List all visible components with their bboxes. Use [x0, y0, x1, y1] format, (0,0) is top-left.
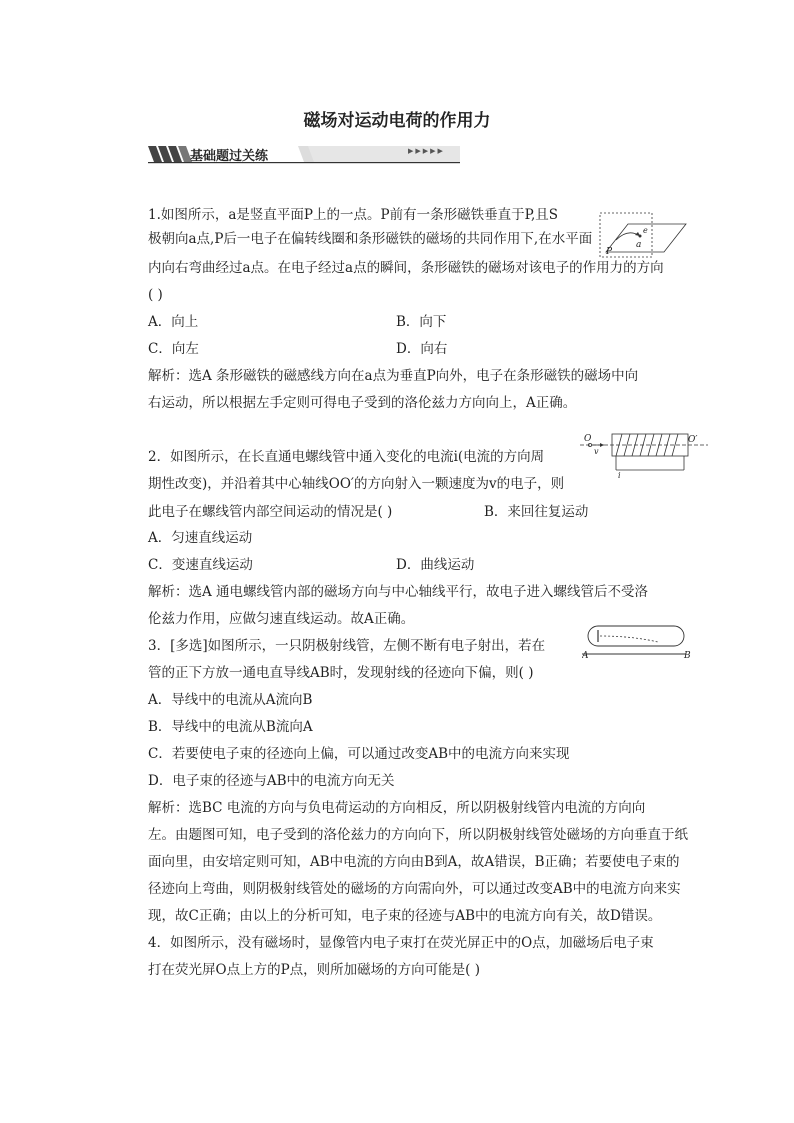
q1-label-e: e — [643, 226, 648, 235]
q3-line-1: 3．[多选]如图所示，一只阴极射线管，左侧不断有电子射出，若在 — [148, 638, 546, 654]
q3-option-b: B．导线中的电流从B流向A — [148, 719, 313, 735]
q2-label-o-prime: O′ — [688, 435, 698, 445]
q4-line-1: 4．如图所示，没有磁场时，显像管内电子束打在荧光屏正中的O点，加磁场后电子束 — [148, 935, 654, 951]
q3-label-a: A — [582, 651, 589, 658]
q2-analysis-1: 解析：选A 通电螺线管内部的磁场方向与中心轴线平行，故电子进入螺线管后不受洛 — [148, 584, 649, 600]
q2-option-d: D．曲线运动 — [396, 557, 475, 573]
q2-option-a: A．匀速直线运动 — [148, 530, 253, 546]
q1-label-p: P — [606, 247, 613, 257]
q2-option-c: C．变速直线运动 — [148, 557, 253, 573]
q2-label-v: v — [594, 447, 599, 456]
q3-analysis-1: 解析：选BC 电流的方向与负电荷运动的方向相反，所以阴极射线管内电流的方向向 — [148, 800, 646, 816]
q3-label-b: B — [684, 651, 691, 658]
q3-figure-cathode-ray-tube — [582, 624, 692, 658]
section-banner — [148, 144, 460, 164]
banner-arrows-icon: ▶▶▶▶▶ — [408, 147, 445, 155]
q2-line-1: 2．如图所示，在长直通电螺线管中通入变化的电流i(电流的方向周 — [148, 449, 545, 465]
q1-analysis-2: 右运动，所以根据左手定则可得电子受到的洛伦兹力方向向上，A正确。 — [148, 395, 577, 411]
q1-option-b: B．向下 — [396, 314, 447, 330]
q2-figure-solenoid — [580, 430, 710, 480]
q2-line-3: 此电子在螺线管内部空间运动的情况是( ) — [148, 504, 393, 520]
section-title: 基础题过关练 — [190, 149, 269, 164]
q3-option-c: C．若要使电子束的径迹向上偏，可以通过改变AB中的电流方向来实现 — [148, 746, 570, 762]
q2-label-i: i — [618, 471, 621, 480]
q3-line-2: 管的正下方放一通电直导线AB时，发现射线的径迹向下偏，则( ) — [148, 665, 534, 681]
q3-option-a: A．导线中的电流从A流向B — [148, 692, 313, 708]
q1-option-c: C．向左 — [148, 341, 199, 357]
q1-option-d: D．向右 — [396, 341, 448, 357]
q1-option-a: A．向上 — [148, 314, 199, 330]
q1-line-1: 1.如图所示，a是竖直平面P上的一点。P前有一条形磁铁垂直于P,且S — [148, 207, 558, 223]
q1-analysis-1: 解析：选A 条形磁铁的磁感线方向在a点为垂直P向外，电子在条形磁铁的磁场中向 — [148, 368, 639, 384]
page-title: 磁场对运动电荷的作用力 — [303, 111, 491, 131]
q3-analysis-3: 面向里，由安培定则可知，AB中电流的方向由B到A，故A错误，B正确；若要使电子束的 — [148, 854, 680, 870]
q2-option-b: B．来回往复运动 — [484, 504, 589, 520]
q1-label-a: a — [636, 240, 642, 250]
q4-line-2: 打在荧光屏O点上方的P点，则所加磁场的方向可能是( ) — [148, 962, 480, 978]
q1-figure-magnet — [598, 210, 690, 260]
q1-line-3: 内向右弯曲经过a点。在电子经过a点的瞬间，条形磁铁的磁场对该电子的作用力的方向 — [148, 260, 664, 276]
q1-line-4: ( ) — [148, 287, 163, 303]
q2-label-o: O — [584, 434, 592, 444]
q1-line-2: 极朝向a点,P后一电子在偏转线圈和条形磁铁的磁场的共同作用下,在水平面 — [148, 231, 593, 247]
q3-analysis-4: 径迹向上弯曲，则阴极射线管处的磁场的方向需向外，可以通过改变AB中的电流方向来实 — [148, 881, 681, 897]
q3-analysis-2: 左。由题图可知，电子受到的洛伦兹力的方向向下，所以阴极射线管处磁场的方向垂直于纸 — [148, 827, 688, 843]
q2-analysis-2: 伦兹力作用，应做匀速直线运动。故A正确。 — [148, 611, 415, 627]
q2-line-2: 期性改变)，并沿着其中心轴线OO′的方向射入一颗速度为v的电子，则 — [148, 476, 565, 492]
q3-analysis-5: 现，故C正确；由以上的分析可知，电子束的径迹与AB中的电流方向有关，故D错误。 — [148, 908, 662, 924]
q3-option-d: D．电子束的径迹与AB中的电流方向无关 — [148, 773, 395, 789]
